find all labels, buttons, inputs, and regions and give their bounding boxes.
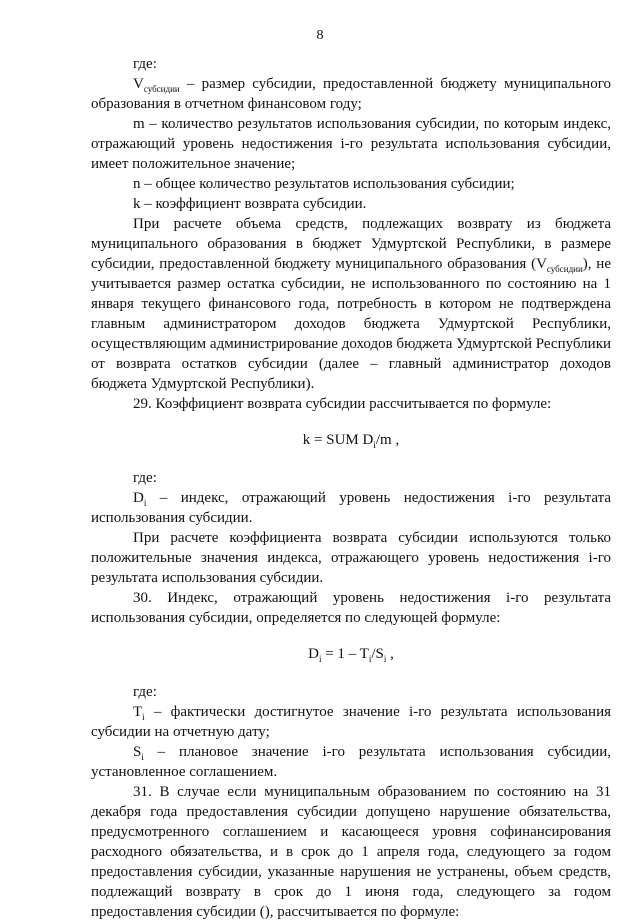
- formula-k-right: /m ,: [375, 432, 400, 448]
- where-label: где:: [133, 470, 157, 486]
- d-symbol: D: [133, 490, 144, 506]
- formula-k-left: k = SUM D: [302, 432, 374, 448]
- where-label: где:: [133, 684, 157, 700]
- d-definition-text: – индекс, отражающий уровень недостижения i-го результата использования субсидии.: [91, 490, 611, 526]
- calculation-text-part1: При расчете объема средств, подлежащих возврату из бюджета муниципального образования в бюджет Удмуртской Республики, в размере субсидии, предоставленной бюджету муниципального образования (V: [91, 216, 611, 272]
- t-definition: [91, 702, 611, 742]
- s-definition: [91, 742, 611, 782]
- page-number: 8: [316, 28, 324, 43]
- v-subscript: субсидии: [143, 84, 180, 94]
- d-subscript: i: [143, 498, 147, 508]
- item-30: 30. Индекс, отражающий уровень недостижения i-го результата использования субсидии, определяется по следующей формуле:: [91, 590, 611, 626]
- s-definition-text: – плановое значение i-го результата использования субсидии, установленное соглашением.: [91, 744, 611, 780]
- calculation-subscript: субсидии: [546, 264, 583, 274]
- document-body: [91, 54, 611, 922]
- formula-k: [91, 430, 611, 450]
- m-definition: m – количество результатов использования субсидии, по которым индекс, отражающий уровень недостижения i-го результата использования субсидии, имеет положительное значение;: [91, 116, 611, 172]
- t-subscript: i: [142, 712, 145, 722]
- item-31: 31. В случае если муниципальным образованием по состоянию на 31 декабря года предоставления субсидии допущено нарушение обязательства, предусмотренного соглашением и касающееся уровня софинансирования расходного обязательства, и в срок до 1 апреля года, следующего за годом предоставления субсидии, указанные нарушения не устранены, объем средств, подлежащий возврату в срок до 1 июня года, следующего за годом предоставления субсидии (), рассчитывается по формуле:: [91, 784, 611, 920]
- positive-values-paragraph: При расчете коэффициента возврата субсидии используются только положительные значения индекса, отражающего уровень недостижения i-го результата использования субсидии.: [91, 530, 611, 586]
- formula-d-subscript3: i: [383, 654, 387, 664]
- item-29: 29. Коэффициент возврата субсидии рассчитывается по формуле:: [133, 396, 552, 412]
- where-label: где:: [133, 56, 157, 72]
- s-subscript: i: [141, 752, 144, 762]
- formula-d-part2: = 1 – T: [321, 646, 369, 662]
- n-definition: n – общее количество результатов использования субсидии;: [133, 176, 515, 192]
- v-definition-text: – размер субсидии, предоставленной бюджету муниципального образования в отчетном финансовом году;: [91, 76, 611, 112]
- formula-d-subscript1: i: [318, 654, 322, 664]
- calculation-paragraph: [91, 214, 611, 394]
- s-symbol: S: [133, 744, 142, 760]
- formula-d-subscript2: i: [368, 654, 372, 664]
- formula-d-part1: D: [308, 646, 319, 662]
- d-definition: [91, 488, 611, 528]
- formula-d-part3: /S: [371, 646, 384, 662]
- v-symbol: V: [133, 76, 144, 92]
- formula-k-subscript: i: [373, 440, 376, 450]
- calculation-text-part2: ), не учитывается размер остатка субсидии, не использованного по состоянию на 1 января текущего финансового года, потребность в котором не подтверждена главным администратором доходов бюджета Удмуртской Республики, осуществляющим администрирование доходов бюджета Удмуртской Республики от возврата остатков субсидии (далее – главный администратор доходов бюджета Удмуртской Республики).: [91, 256, 612, 392]
- formula-d-part4: ,: [386, 646, 394, 662]
- t-definition-text: – фактически достигнутое значение i-го результата использования субсидии на отчетную дату;: [91, 704, 611, 740]
- v-subsidy-definition: [91, 74, 611, 114]
- formula-d: [91, 644, 611, 664]
- k-definition: k – коэффициент возврата субсидии.: [133, 196, 367, 212]
- t-symbol: T: [133, 704, 143, 720]
